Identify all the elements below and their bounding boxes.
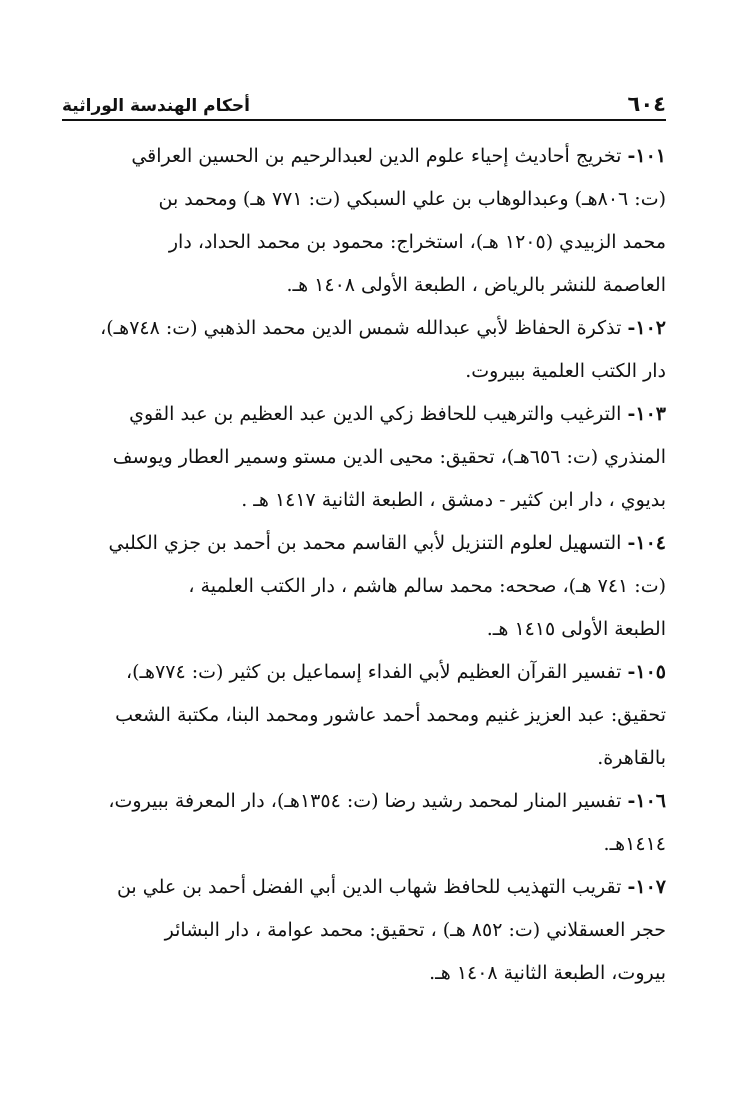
entry-number: ١٠٦- [627, 790, 666, 812]
bibliography-entry [62, 307, 666, 393]
entry-text: الترغيب والترهيب للحافظ زكي الدين عبد العظيم بن عبد القوي [129, 403, 622, 425]
entry-line [62, 780, 666, 823]
entry-number: ١٠٢- [627, 317, 666, 339]
entry-line: دار الكتب العلمية ببيروت. [465, 360, 666, 382]
bibliography-entry [62, 393, 666, 522]
running-title: أحكام الهندسة الوراثية [62, 96, 250, 116]
bibliography-entry [62, 135, 666, 307]
page-header [62, 82, 666, 116]
entry-line: محمد الزبيدي (١٢٠٥ هـ)، استخراج: محمود بن محمد الحداد، دار [168, 231, 666, 253]
entry-line: العاصمة للنشر بالرياض ، الطبعة الأولى ١٤٠٨ هـ. [286, 274, 666, 296]
page-number: ٦٠٤ [627, 92, 666, 116]
bibliography-entry [62, 780, 666, 866]
entry-text: التسهيل لعلوم التنزيل لأبي القاسم محمد بن أحمد بن جزي الكلبي [108, 532, 622, 554]
entry-number: ١٠٣- [627, 403, 666, 425]
entry-line: (ت: ٧٤١ هـ)، صححه: محمد سالم هاشم ، دار الكتب العلمية ، [188, 575, 666, 597]
entry-line: تحقيق: عبد العزيز غنيم ومحمد أحمد عاشور ومحمد البنا، مكتبة الشعب [115, 704, 666, 726]
entry-line: بالقاهرة. [597, 747, 666, 769]
entry-text: تذكرة الحفاظ لأبي عبدالله شمس الدين محمد الذهبي (ت: ٧٤٨هـ)، [100, 317, 622, 339]
entry-line: حجر العسقلاني (ت: ٨٥٢ هـ) ، تحقيق: محمد عوامة ، دار البشائر [164, 919, 666, 941]
entry-line: المنذري (ت: ٦٥٦هـ)، تحقيق: محيى الدين مستو وسمير العطار ويوسف [112, 446, 666, 468]
entry-number: ١٠٥- [627, 661, 666, 683]
header-divider [62, 119, 666, 121]
bibliography-entry [62, 866, 666, 995]
entry-line [62, 393, 666, 436]
entry-number: ١٠٧- [627, 876, 666, 898]
entry-line [62, 135, 666, 178]
entry-line [62, 307, 666, 350]
entry-number: ١٠٤- [627, 532, 666, 554]
entry-line [62, 651, 666, 694]
entry-text: تخريج أحاديث إحياء علوم الدين لعبدالرحيم بن الحسين العراقي [131, 145, 622, 167]
entry-line: (ت: ٨٠٦هـ) وعبدالوهاب بن علي السبكي (ت: ٧٧١ هـ) ومحمد بن [158, 188, 666, 210]
bibliography-list [62, 135, 666, 995]
entry-text: تفسير المنار لمحمد رشيد رضا (ت: ١٣٥٤هـ)، دار المعرفة ببيروت، [108, 790, 622, 812]
entry-text: تفسير القرآن العظيم لأبي الفداء إسماعيل بن كثير (ت: ٧٧٤هـ)، [125, 661, 622, 683]
entry-line: ١٤١٤هـ. [603, 833, 666, 855]
entry-line: بديوي ، دار ابن كثير - دمشق ، الطبعة الثانية ١٤١٧ هـ . [241, 489, 666, 511]
entry-line: الطبعة الأولى ١٤١٥ هـ. [486, 618, 666, 640]
entry-number: ١٠١- [627, 145, 666, 167]
entry-line [62, 522, 666, 565]
entry-line: بيروت، الطبعة الثانية ١٤٠٨ هـ. [429, 962, 666, 984]
entry-line [62, 866, 666, 909]
entry-text: تقريب التهذيب للحافظ شهاب الدين أبي الفضل أحمد بن علي بن [116, 876, 622, 898]
bibliography-entry [62, 651, 666, 780]
bibliography-entry [62, 522, 666, 651]
